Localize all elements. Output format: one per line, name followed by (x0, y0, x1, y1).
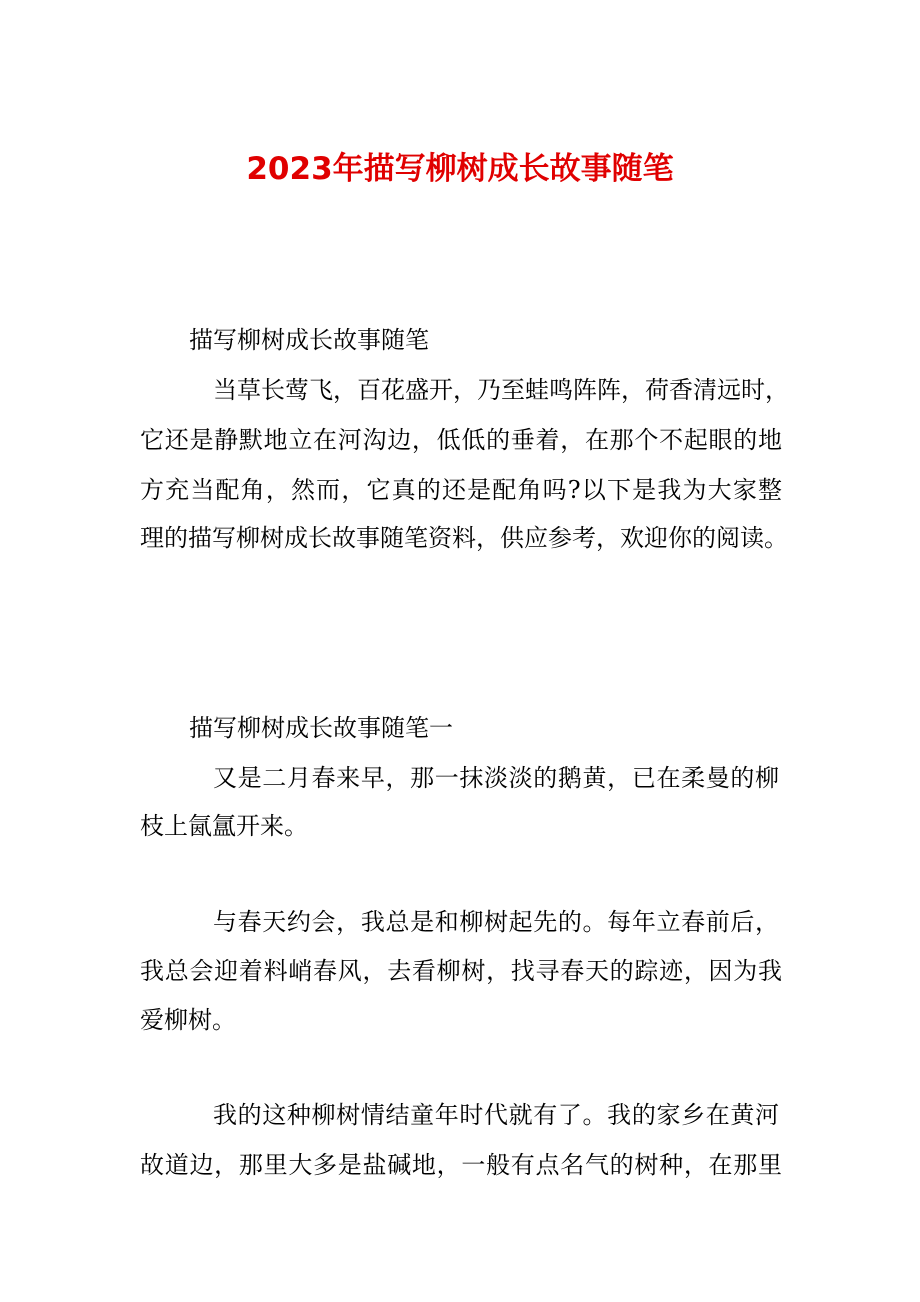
paragraph-line: 方充当配角，然而，它真的还是配角吗?以下是我为大家整 (140, 476, 782, 504)
document-title: 2023年描写柳树成长故事随笔 (246, 151, 674, 187)
section-heading-one: 描写柳树成长故事随笔一 (189, 714, 453, 742)
paragraph-line: 与春天约会，我总是和柳树起先的。每年立春前后， (213, 908, 779, 936)
paragraph-line: 理的描写柳树成长故事随笔资料，供应参考，欢迎你的阅读。 (140, 524, 788, 552)
paragraph-line: 故道边，那里大多是盐碱地，一般有点名气的树种，在那里 (140, 1151, 782, 1179)
section-heading-intro: 描写柳树成长故事随笔 (189, 326, 429, 354)
paragraph-line: 它还是静默地立在河沟边，低低的垂着，在那个不起眼的地 (140, 426, 782, 454)
paragraph-line: 爱柳树。 (140, 1006, 236, 1034)
paragraph-line: 当草长莺飞，百花盛开，乃至蛙鸣阵阵，荷香清远时， (213, 376, 789, 404)
paragraph-line: 又是二月春来早，那一抹淡淡的鹅黄，已在柔曼的柳 (213, 764, 779, 792)
paragraph-line: 枝上氤氲开来。 (140, 812, 308, 840)
paragraph-line: 我总会迎着料峭春风，去看柳树，找寻春天的踪迹，因为我 (140, 957, 782, 985)
paragraph-line: 我的这种柳树情结童年时代就有了。我的家乡在黄河 (213, 1101, 779, 1129)
